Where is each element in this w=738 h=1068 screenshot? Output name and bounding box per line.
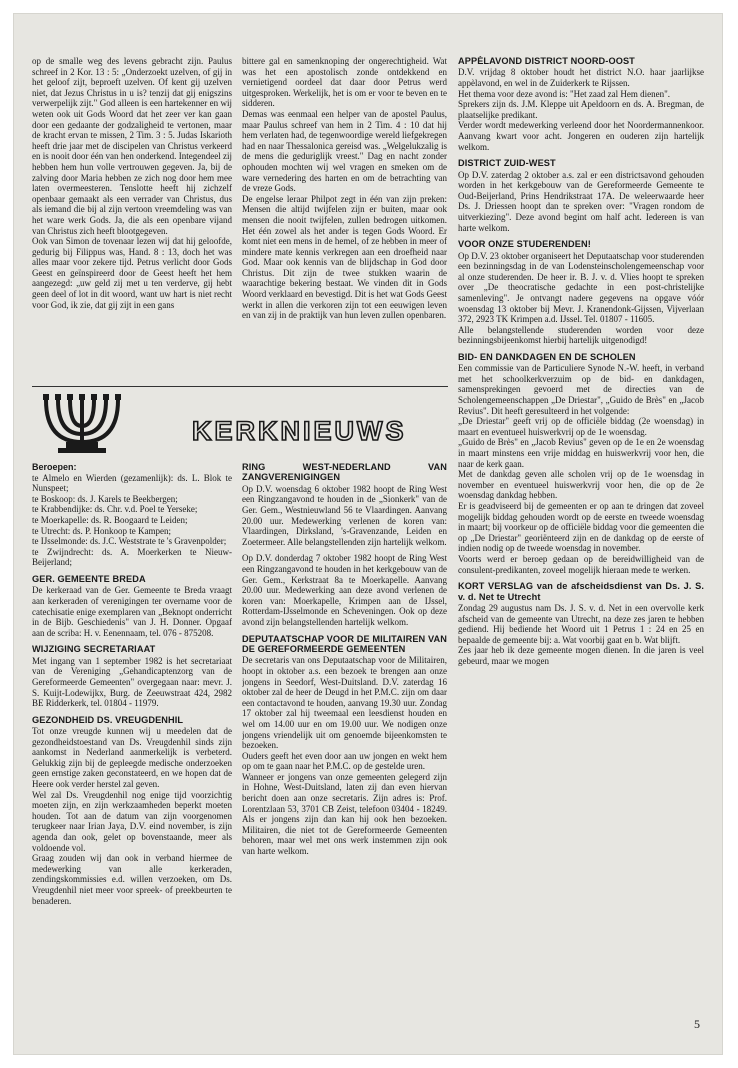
paragraph: De kerkeraad van de Ger. Gemeente te Breda vraagt aan kerkeraden of verenigingen ter overname voor de catechisatie enige exemplaren van „Beknopt onderricht in de Bijb. Geschiedenis" van J. H. Donner. Opgaaf aan de scriba: H. v. Eenennaam, tel. 076 - 875208. [32, 585, 232, 638]
paragraph: Ouders geeft het even door aan uw jongen en wekt hem op om te gaan naar het P.M.C. op de gestelde uren. [242, 750, 447, 772]
section-heading: RING WEST-NEDERLAND VAN ZANGVERENIGINGEN [242, 462, 447, 483]
beroepen-label: Beroepen: [32, 462, 77, 472]
paragraph: Met ingang van 1 september 1982 is het secretariaat van de Vereniging „Gehandicaptenzorg van de Gereformeerde Gemeenten" overgegaan naar: mevr. J. S. Kuijt-Lodewijkx, Burg. de Zeeuwstraat 424, 2982 BE Ridderkerk, tel. 01804 - 11979. [32, 655, 232, 709]
paragraph: Het thema voor deze avond is: "Het zaad zal Hem dienen". [458, 88, 671, 99]
kerknieuws-banner [32, 390, 448, 458]
paragraph: Zes jaar heb ik deze gemeente mogen dienen. In die jaren is veel gebeurd, maar we mogen [458, 645, 704, 666]
paragraph: Zondag 29 augustus nam Ds. J. S. v. d. Net in een overvolle kerk afscheid van de gemeente van Utrecht, na deze zes jaren te hebben gediend. Hij bediende het Woord uit 1 Petrus 1 : 24 en 25 en bepaalde de gemeente bij: a. Wat voorbij gaat en b. Wat blijft. [458, 602, 704, 645]
section-heading: GEZONDHEID DS. VREUGDENHIL [32, 714, 184, 725]
paragraph: Op D.V. 23 oktober organiseert het Deputaatschap voor studerenden een bezinningsdag in de van Lodensteinscholengemeenschap voor al onze studerenden. De heer ir. B. J. v. d. Vlies hoopt te spreken over „De theocratische gedachte in een post-christelijke samenleving". Je ontvangt nadere gegevens na opgave vóór woensdag 13 oktober bij Mevr. J. Kranendonk-Gijssen, Vijverlaan 372, 2923 TK Krimpen a.d. IJssel. Tel. 01807 - 11605. [458, 250, 704, 325]
paragraph: Alle belangstellende studerenden worden voor deze bezinningsbijeenkomst hierbij hartelijk uitgenodigd! [458, 324, 704, 346]
column-1-bottom [32, 462, 232, 1048]
paragraph: op de smalle weg des levens gebracht zijn. Paulus schreef in 2 Kor. 13 : 5: „Onderzoekt uzelven, of gij in het geloof zijt, beproeft uzelven. Of kent gij uzelven niet, dat Jezus Christus in u is? tenzij dat gij enigszins verwerpelijk zijt." God alleen is een hartekenner en wij weten ook uit Gods Woord dat het zeer ver kan gaan door een gedaante der godzaligheid te vertonen, maar de kracht ervan te missen, 2 Tim. 3 : 5. Judas Iskarioth heeft drie jaar met de discipelen van Christus verkeerd en is nooit door één van hen onderkend. Integendeel zij hebben hem hun volle vertrouwen gegeven. Ja, bij de zalving door Maria hebben ze zich nog door hem mee laten overmeesteren. Tenslotte heeft hij zichzelf openbaar gemaakt als een verrader van Christus, dus als iemand die bij al zijn vertoon vreemdeling was van het ware werk Gods. Ja, die als een openbare vijand van Christus zich heeft blootgegeven. [32, 56, 232, 236]
section-heading: KORT VERSLAG van de afscheidsdienst van Ds. J. S. v. d. Net te Utrecht [458, 581, 704, 602]
paragraph: De engelse leraar Philpot zegt in één van zijn preken: Mensen die altijd twijfelen zijn er buiten, maar ook mensen die nooit twijfelen, zullen bedrogen uitkomen. Het één zowel als het ander is tegen Gods Woord. Er komt niet een mens in de hemel, of ze hebben in meer of mindere mate kennis verkregen aan een droefheid naar God. Maar ook kennis van de blijdschap in God door Christus. Dit zijn de twee stukken waarin de waarachtige bekering bestaat. We vinden dit in Gods Woord verklaard en bevestigd. Dit is het wat Gods Geest werkt in allen die verkoren zijn tot een eeuwigen leven en van zij in de praktijk van hun leven zullen openbaren. [242, 193, 447, 321]
paragraph: Graag zouden wij dan ook in verband hiermee de medewerking van alle kerkeraden, zendingskommissies e.d. willen verzoeken, om Ds. Vreugdenhil niet meer voor spreek- of preekbeurten te benaderen. [32, 853, 232, 906]
paragraph: Wanneer er jongens van onze gemeenten gelegerd zijn in Hohne, West-Duitsland, laten zij dan even hiervan bericht doen aan onze secretaris. Zijn adres is: Prof. Lorentzlaan 53, 3701 CB Zeist, telefoon 03404 - 18249. Als er jongens zijn dan kan hij ook hen bezoeken. Militairen, die niet tot de Gereformeerde Gemeenten behoren, maar wel met ons werk instemmen zijn ook van harte welkom. [242, 771, 447, 857]
paragraph: Voorts werd er beroep gedaan op de bereidwilligheid van de consulent-predikanten, zoveel mogelijk hieraan mede te werken. [458, 553, 704, 575]
section-heading: VOOR ONZE STUDERENDEN! [458, 239, 591, 250]
paragraph: Wel zal Ds. Vreugdenhil nog enige tijd voorzichtig moeten zijn, en zijn werkzaamheden beperkt moeten houden. Tot aan de datum van zijn voorgenomen terugkeer naar Irian Jaya, D.V. eind november, is zijn agenda dan ook, gelet op bovenstaande, meer als voldoende vol. [32, 789, 232, 853]
paragraph: bittere gal en samenknoping der ongerechtigheid. Wat was het een apostolisch zonde ontdekkend en vernietigend oordeel dat daar door Petrus werd uitgesproken. Werkelijk, het is om er voor te beven en te sidderen. [242, 56, 447, 109]
beroepen-list [32, 473, 232, 568]
section-heading: APPÈLAVOND DISTRICT NOORD-OOST [458, 56, 635, 66]
column-2-bottom [242, 462, 447, 1048]
list-item: te Krabbendijke: ds. Chr. v.d. Poel te Yerseke; [32, 504, 198, 515]
list-item: te IJsselmonde: ds. J.C. Weststrate te 's Gravenpolder; [32, 536, 227, 547]
paragraph: Sprekers zijn ds. J.M. Kleppe uit Apeldoorn en ds. A. Bregman, de plaatselijke predikant. [458, 99, 704, 120]
list-item: te Zwijndrecht: ds. A. Moerkerken te Nieuw-Beijerland; [32, 546, 232, 568]
section-heading: BID- EN DANKDAGEN EN DE SCHOLEN [458, 351, 636, 362]
paragraph: Verder wordt medewerking verleend door het Noordermannenkoor. Aanvang kwart voor acht. Jongeren en ouderen zijn hartelijk welkom. [458, 120, 704, 152]
menorah-icon [32, 390, 132, 458]
page-number: 5 [694, 1017, 700, 1031]
list-item: te Moerkapelle: ds. R. Boogaard te Leiden; [32, 514, 188, 525]
column-3 [458, 56, 704, 1028]
list-item: te Boskoop: ds. J. Karels te Beekbergen; [32, 493, 178, 504]
list-item: te Almelo en Wierden (gezamenlijk): ds. L. Blok te Nunspeet; [32, 472, 232, 494]
list-item: te Utrecht: ds. P. Honkoop te Kampen; [32, 525, 171, 536]
section-heading: DEPUTAATSCHAP VOOR DE MILITAIREN VAN DE GEREFORMEERDE GEMEENTEN [242, 633, 447, 654]
column-1-top [32, 56, 232, 396]
paragraph: „De Driestar" geeft vrij op de officiële biddag (2e woensdag) in maart en eventueel huiswerkvrij op de 1e woensdag. [458, 416, 704, 437]
paragraph: Een commissie van de Particuliere Synode N.-W. heeft, in verband met het schoolkerkverzuim op de bid- en dankdagen, samensprekingen gevoerd met de directies van de Scholengemeenschappen „De Driestar", „Guido de Brès" en „Jacob Revius". Dit heeft geresulteerd in het volgende: [458, 363, 704, 416]
banner-title: KERKNIEUWS [192, 416, 407, 446]
divider [32, 386, 448, 387]
paragraph: Op D.V. donderdag 7 oktober 1982 hoopt de Ring West een Ringzangavond te houden in het kerkgebouw van de Ger. Gem., Kerkstraat 8a te Moerkapelle. Aanvang 20.00 uur. Medewerking aan deze avond verlenen de koren van: Moerkapelle, Krimpen aan de IJssel, Rotterdam-IJsselmonde en Scheveningen. Ook op deze avond zijn belangstellenden hartelijk welkom. [242, 553, 447, 627]
column-2-top [242, 56, 447, 396]
section-heading: DISTRICT ZUID-WEST [458, 158, 556, 169]
paragraph: Op D.V. zaterdag 2 oktober a.s. zal er een districtsavond gehouden worden in het kerkgebouw van de Gereformeerde Gemeente te Oud-Beijerland, Prins Hendrikstraat 17A. De weleerwaarde heer Ds. J. Driessen hoopt dan te spreken over: "Vragen rondom de uitverkiezing". Deze avond begint om half acht. Iedereen is van harte welkom. [458, 169, 704, 233]
section-heading: WIJZIGING SECRETARIAAT [32, 644, 156, 655]
newspaper-page [14, 14, 722, 1054]
paragraph: Met de dankdag geven alle scholen vrij op de 1e woensdag in november en eventueel huiswerkvrij voor hen, die op de 2e woensdag dankdag hebben. [458, 469, 704, 501]
paragraph: Tot onze vreugde kunnen wij u meedelen dat de gezondheidstoestand van Ds. Vreugdenhil sinds zijn aankomst in Nederland aanmerkelijk is verbeterd. Gelukkig zijn bij de gepleegde medische onderzoeken geen ernstige zaken geconstateerd, en we hopen dat de Heere ook verder herstel zal geven. [32, 726, 232, 790]
section-heading: GER. GEMEENTE BREDA [32, 573, 146, 584]
paragraph: Er is geadviseerd bij de gemeenten er op aan te dringen dat zoveel mogelijk biddag gehouden wordt op de eerste en tweede woensdag in maart; bij voorkeur op de officiële biddag voor die gemeenten die op „De Driestar" georiënteerd zijn en de dankdag op de eerste of indien nodig op de tweede woensdag in november. [458, 501, 704, 554]
paragraph: Ook van Simon de tovenaar lezen wij dat hij geloofde, gedurig bij Filippus was, Hand. 8 : 13, doch het was alles maar voor zekere tijd. Petrus verlicht door Gods Geest en geïnspireerd door de Geest heeft het hem aangezegd: „uw geld zij met u ten verderve, gij hebt geen deel of lot in dit woord, want uw hart is niet recht voor God, ik zie, dat gij zijt in een gans [32, 236, 232, 310]
paragraph: Op D.V. woensdag 6 oktober 1982 hoopt de Ring West een Ringzangavond te houden in de „Sionkerk" van de Ger. Gem., Westnieuwland 56 te Vlaardingen. Aanvang 20.00 uur. Medewerking verlenen de koren van: Vlaardingen, Dirksland, 's-Gravenzande, Leiden en Zoetermeer. Alle belangstellenden zijn hartelijk welkom. [242, 483, 447, 547]
paragraph: „Guido de Brès" en „Jacob Revius" geven op de 1e en 2e woensdag in maart minstens een vrije middag en huiswerkvrij voor hen, die naar de kerk gaan. [458, 437, 704, 469]
paragraph: Demas was eenmaal een helper van de apostel Paulus, maar Paulus schreef van hem in 2 Tim. 4 : 10 dat hij hem verlaten had, de tegenwoordige wereld liefgekregen had en naar Thessalonica gereisd was. „Welgelukzalig is de mens die geduriglijk vreest." Dag en nacht zonder ophouden mochten wij wel vragen en smeken om de ware vernedering des harten en om de betrachting van de vreze Gods. [242, 108, 447, 194]
paragraph: De secretaris van ons Deputaatschap voor de Militairen, hoopt in oktober a.s. een bezoek te brengen aan onze jongens in Seedorf, West-Duitsland. D.V. zaterdag 16 oktober zal de heer de Deugd in het P.M.C. zijn om daar een contactavond te houden, aanvang 19.30 uur. Zondag 17 oktober zal hij tweemaal een leesdienst houden en wel om 14.00 uur en om 19.00 uur. We nodigen onze jongens vriendelijk uit om genoemde bijeenkomsten te bezoeken. [242, 655, 447, 751]
paragraph: D.V. vrijdag 8 oktober houdt het district N.O. haar jaarlijkse appèlavond, en wel in de Zuiderkerk te Rijssen. [458, 67, 704, 88]
